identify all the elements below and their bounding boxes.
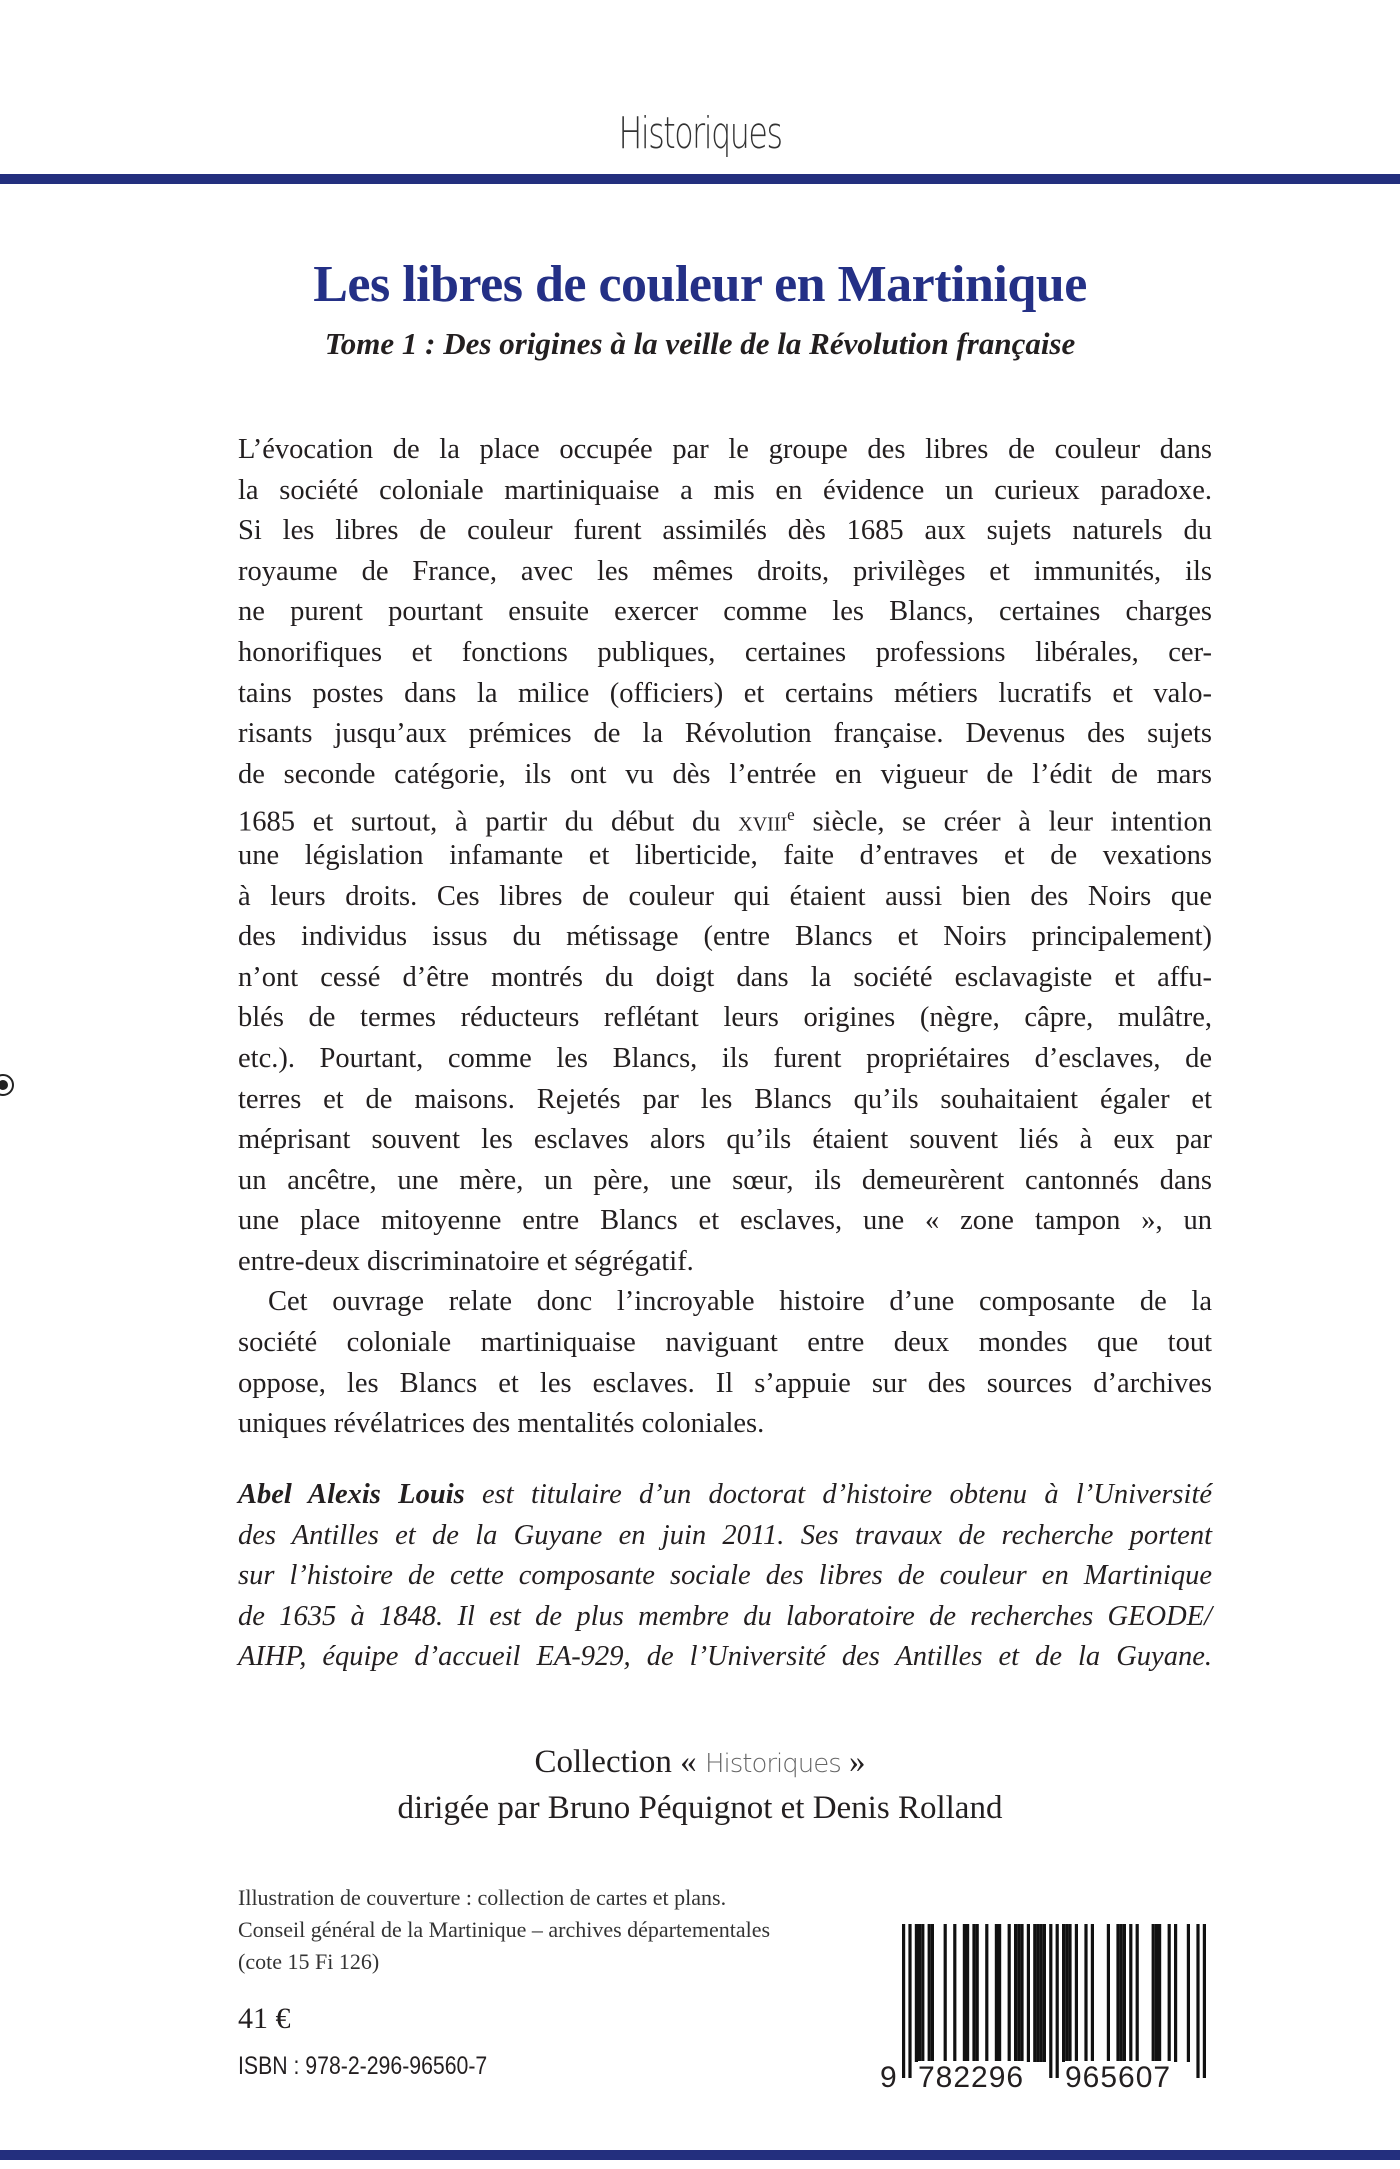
barcode-bar <box>953 1924 956 2062</box>
barcode-bar <box>931 1924 934 2062</box>
barcode-bar <box>1065 1924 1068 2062</box>
text-line: une législation infamante et liberticide, faite d’entraves et de vexations <box>238 839 1212 871</box>
text-line: etc.). Pourtant, comme les Blancs, ils furent propriétaires d’esclaves, de <box>238 1042 1212 1074</box>
barcode-bar <box>1187 1924 1190 2062</box>
barcode-bar <box>1049 1924 1052 2078</box>
collection-prefix: Collection « <box>534 1744 705 1780</box>
barcode-bar <box>944 1924 947 2062</box>
text-line: L’évocation de la place occupée par le groupe des libres de couleur dans <box>238 434 1212 465</box>
barcode-bar <box>1017 1924 1020 2062</box>
barcode-bar <box>1075 1924 1078 2062</box>
barcode-bar <box>1174 1924 1177 2062</box>
price: 41 € <box>238 2002 291 2035</box>
barcode-bar <box>902 1924 905 2078</box>
book-subtitle: Tome 1 : Des origines à la veille de la Révolution française <box>324 326 1076 361</box>
bio-line: des Antilles et de la Guyane en juin 2011. Ses travaux de recherche portent <box>238 1519 1212 1551</box>
bio-line: sur l’histoire de cette composante sociale des libres de couleur en Martinique <box>238 1560 1212 1592</box>
barcode-bar <box>1107 1924 1110 2062</box>
text-line: royaume de France, avec les mêmes droits, privilèges et immunités, ils <box>238 555 1212 587</box>
text-line: des individus issus du métissage (entre Blancs et Noirs principalement) <box>238 921 1212 953</box>
top-divider-bar <box>0 174 1400 184</box>
barcode-bar <box>1123 1924 1126 2062</box>
text-line: n’ont cessé d’être montrés du doigt dans la société esclavagiste et affu- <box>238 961 1212 993</box>
collection-name: Historiques <box>704 1749 841 1779</box>
text-line: société coloniale martiniquaise naviguant entre deux mondes que tout <box>238 1327 1212 1359</box>
collection-directors: dirigée par Bruno Péquignot et Denis Rolland <box>397 1790 1003 1826</box>
text-line: terres et de maisons. Rejetés par les Blancs qu’ils souhaitaient égaler et <box>238 1083 1212 1115</box>
barcode-bar <box>1027 1924 1030 2062</box>
text-line: uniques révélatrices des mentalités coloniales. <box>238 1408 765 1440</box>
barcode-bar <box>1043 1924 1046 2062</box>
barcode-bar <box>1068 1924 1071 2062</box>
credit-line: (cote 15 Fi 126) <box>238 1949 380 1974</box>
barcode-bar <box>1040 1924 1043 2062</box>
text-line: ne purent pourtant ensuite exercer comme les Blancs, certaines charges <box>238 596 1212 628</box>
text-line: 1685 et surtout, à partir du début du xviii$^e$ siècle, se créer à leur intention <box>238 805 1212 838</box>
barcode-bars <box>880 1918 1210 2078</box>
barcode-bar <box>1116 1924 1119 2062</box>
barcode-bar <box>1056 1924 1059 2078</box>
barcode-bar <box>928 1924 931 2062</box>
text-line: entre-deux discriminatoire et ségrégatif. <box>238 1245 694 1277</box>
barcode-bar <box>1196 1924 1199 2078</box>
barcode-bar <box>1033 1924 1036 2062</box>
barcode-bar <box>998 1924 1001 2062</box>
barcode-bar <box>1008 1924 1011 2062</box>
text-line: une place mitoyenne entre Blancs et esclaves, une « zone tampon », un <box>238 1205 1212 1237</box>
bio-line: de 1635 à 1848. Il est de plus membre du laboratoire de recherches GEODE/ <box>238 1600 1212 1632</box>
registration-mark-icon <box>0 1074 14 1096</box>
text-line: tains postes dans la milice (officiers) et certains métiers lucratifs et valo- <box>238 677 1212 709</box>
isbn: ISBN : 978-2-296-96560-7 <box>238 2052 488 2080</box>
barcode-bar <box>1014 1924 1017 2062</box>
barcode-bar <box>1062 1924 1065 2062</box>
text-line: risants jusqu’aux prémices de la Révolution française. Devenus des sujets <box>238 718 1212 750</box>
barcode-bar <box>918 1924 921 2062</box>
credit-line: Conseil général de la Martinique – archives départementales <box>238 1917 771 1942</box>
synopsis <box>238 430 1212 1445</box>
barcode-bar <box>1155 1924 1158 2062</box>
text-line: un ancêtre, une mère, un père, une sœur, ils demeurèrent cantonnés dans <box>238 1164 1212 1196</box>
synopsis-paragraph-2 <box>238 1282 1212 1444</box>
barcode-bar <box>976 1924 979 2062</box>
text-line: Si les libres de couleur furent assimilés dès 1685 aux sujets naturels du <box>238 515 1212 547</box>
barcode-bar <box>921 1924 924 2062</box>
barcode-bar <box>1152 1924 1155 2062</box>
text-line: la société coloniale martiniquaise a mis en évidence un curieux paradoxe. <box>238 474 1212 506</box>
series-logo: Historiques <box>618 108 782 159</box>
barcode-digit-first: 9 <box>880 2061 898 2094</box>
barcode-bar <box>985 1924 988 2062</box>
barcode-bar <box>995 1924 998 2062</box>
text-line: à leurs droits. Ces libres de couleur qui étaient aussi bien des Noirs que <box>238 880 1212 912</box>
author-bio <box>238 1475 1212 1678</box>
bio-line: est titulaire d’un doctorat d’histoire obtenu à l’Université <box>464 1479 1213 1510</box>
barcode-bar <box>966 1924 969 2062</box>
barcode-bar <box>1120 1924 1123 2062</box>
barcode-bar <box>1136 1924 1139 2062</box>
barcode-bar <box>1203 1924 1206 2078</box>
text-line: oppose, les Blancs et les esclaves. Il s’appuie sur des sources d’archives <box>238 1367 1212 1399</box>
barcode-bar <box>963 1924 966 2062</box>
collection-suffix: » <box>840 1744 866 1780</box>
credit-line: Illustration de couverture : collection de cartes et plans. <box>238 1885 727 1910</box>
book-title: Les libres de couleur en Martinique <box>313 256 1087 313</box>
barcode-bar <box>1036 1924 1039 2062</box>
barcode-bar <box>1091 1924 1094 2062</box>
barcode-bar <box>1168 1924 1171 2062</box>
barcode-bar <box>1129 1924 1132 2062</box>
barcode-bar <box>1020 1924 1023 2062</box>
text-line: honorifiques et fonctions publiques, certaines professions libérales, cer- <box>238 636 1212 668</box>
text-line: blés de termes réducteurs reflétant leurs origines (nègre, câpre, mulâtre, <box>238 1002 1212 1034</box>
bottom-divider-bar <box>0 2150 1400 2160</box>
synopsis-paragraph-1 <box>238 430 1212 1282</box>
barcode-digits-left: 782296 <box>918 2061 1025 2094</box>
author-name: Abel Alexis Louis <box>238 1479 465 1510</box>
barcode-bar <box>1158 1924 1161 2062</box>
ean13-barcode <box>880 1918 1210 2098</box>
barcode-digits-right: 965607 <box>1065 2061 1172 2094</box>
cover-credits <box>238 1882 770 1978</box>
barcode-bar <box>972 1924 975 2062</box>
collection-line <box>0 1744 1400 1781</box>
barcode-bar <box>908 1924 911 2078</box>
text-line: de seconde catégorie, ils ont vu dès l’entrée en vigueur de l’édit de mars <box>238 758 1212 790</box>
text-line: méprisant souvent les esclaves alors qu’ils étaient souvent liés à eux par <box>238 1124 1212 1156</box>
barcode-bar <box>1084 1924 1087 2062</box>
text-line: Cet ouvrage relate donc l’incroyable histoire d’une composante de la <box>268 1286 1212 1318</box>
barcode-bar <box>915 1924 918 2062</box>
bio-line: AIHP, équipe d’accueil EA-929, de l’Université des Antilles et de la Guyane. <box>238 1641 1212 1673</box>
